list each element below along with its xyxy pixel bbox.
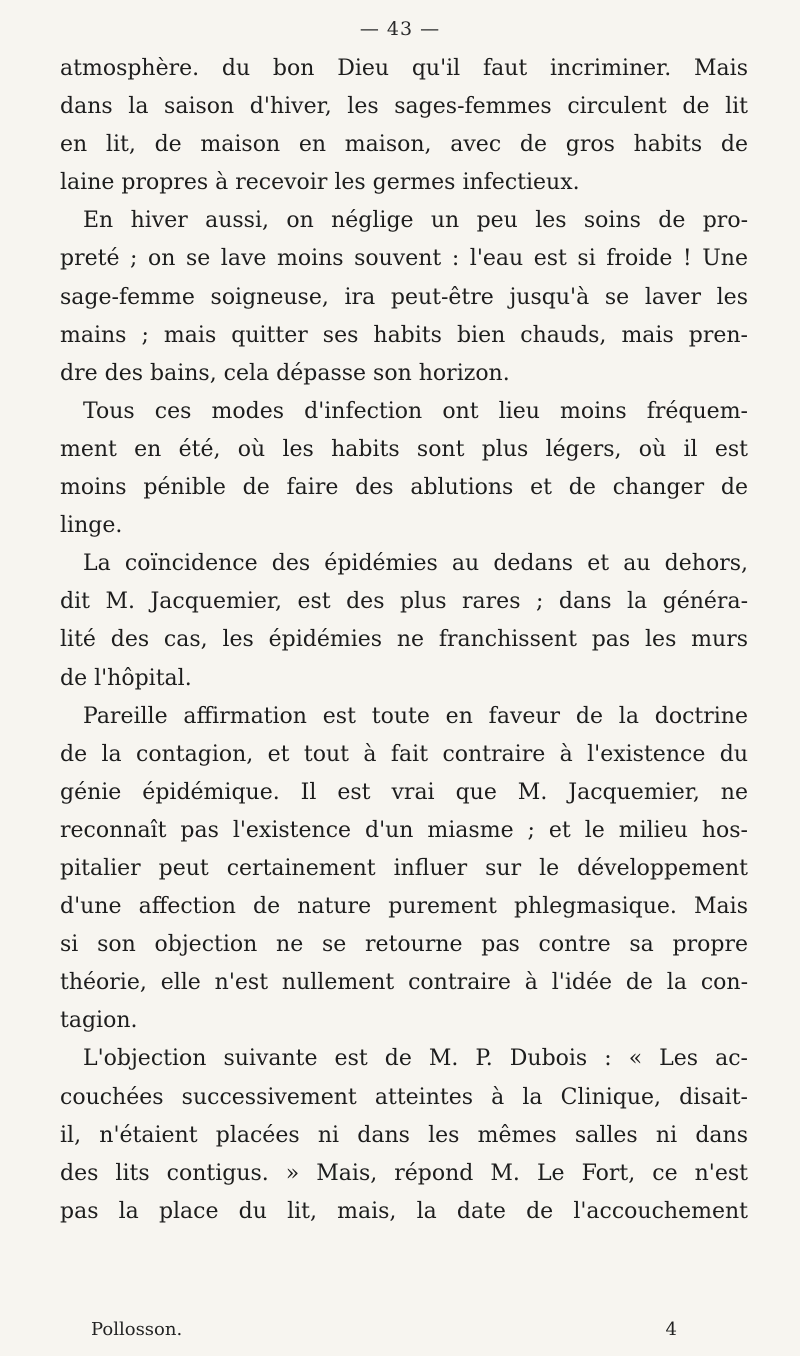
text-line: des lits contigus. » Mais, répond M. Le Fort, ce n'est: [60, 1160, 748, 1186]
text-line: Pareille affirmation est toute en faveur de la doctrine: [83, 703, 748, 729]
text-line: lité des cas, les épidémies ne franchissent pas les murs: [60, 627, 748, 653]
text-line: mains ; mais quitter ses habits bien chauds, mais pren-: [60, 322, 748, 348]
footer-author: Pollosson.: [91, 1319, 183, 1340]
text-line: dans la saison d'hiver, les sages-femmes circulent de lit: [60, 94, 748, 120]
page-number: — 43 —: [359, 18, 441, 40]
text-line: pitalier peut certainement influer sur le développement: [60, 855, 748, 881]
text-line: de l'hôpital.: [60, 665, 192, 691]
text-line: pas la place du lit, mais, la date de l'accouchement: [60, 1198, 748, 1224]
text-line: dit M. Jacquemier, est des plus rares ; dans la généra-: [60, 589, 748, 615]
text-line: preté ; on se lave moins souvent : l'eau est si froide ! Une: [60, 246, 748, 272]
text-line: génie épidémique. Il est vrai que M. Jacquemier, ne: [60, 779, 748, 805]
text-line: Tous ces modes d'infection ont lieu moins fréquem-: [83, 398, 748, 424]
text-line: linge.: [60, 513, 123, 539]
text-line: couchées successivement atteintes à la Clinique, disait-: [60, 1084, 748, 1110]
text-line: il, n'étaient placées ni dans les mêmes salles ni dans: [60, 1122, 748, 1148]
footer-signature: 4: [665, 1319, 677, 1340]
text-line: dre des bains, cela dépasse son horizon.: [60, 360, 510, 386]
text-line: théorie, elle n'est nullement contraire à l'idée de la con-: [60, 970, 748, 996]
text-line: en lit, de maison en maison, avec de gros habits de: [60, 132, 748, 158]
text-line: d'une affection de nature purement phlegmasique. Mais: [60, 894, 748, 920]
text-line: laine propres à recevoir les germes infectieux.: [60, 170, 580, 196]
text-line: La coïncidence des épidémies au dedans et au dehors,: [83, 551, 748, 577]
text-line: tagion.: [60, 1008, 138, 1034]
text-line: si son objection ne se retourne pas contre sa propre: [60, 932, 748, 958]
text-line: sage-femme soigneuse, ira peut-être jusqu'à se laver les: [60, 284, 748, 310]
text-line: reconnaît pas l'existence d'un miasme ; et le milieu hos-: [60, 817, 748, 843]
text-line: ment en été, où les habits sont plus légers, où il est: [60, 436, 748, 462]
text-line: En hiver aussi, on néglige un peu les soins de pro-: [83, 208, 748, 234]
text-line: de la contagion, et tout à fait contraire à l'existence du: [60, 741, 748, 767]
text-line: moins pénible de faire des ablutions et de changer de: [60, 475, 748, 501]
body-text: [60, 50, 748, 1231]
text-line: L'objection suivante est de M. P. Dubois : « Les ac-: [83, 1046, 748, 1072]
text-line: atmosphère. du bon Dieu qu'il faut incriminer. Mais: [60, 56, 748, 81]
